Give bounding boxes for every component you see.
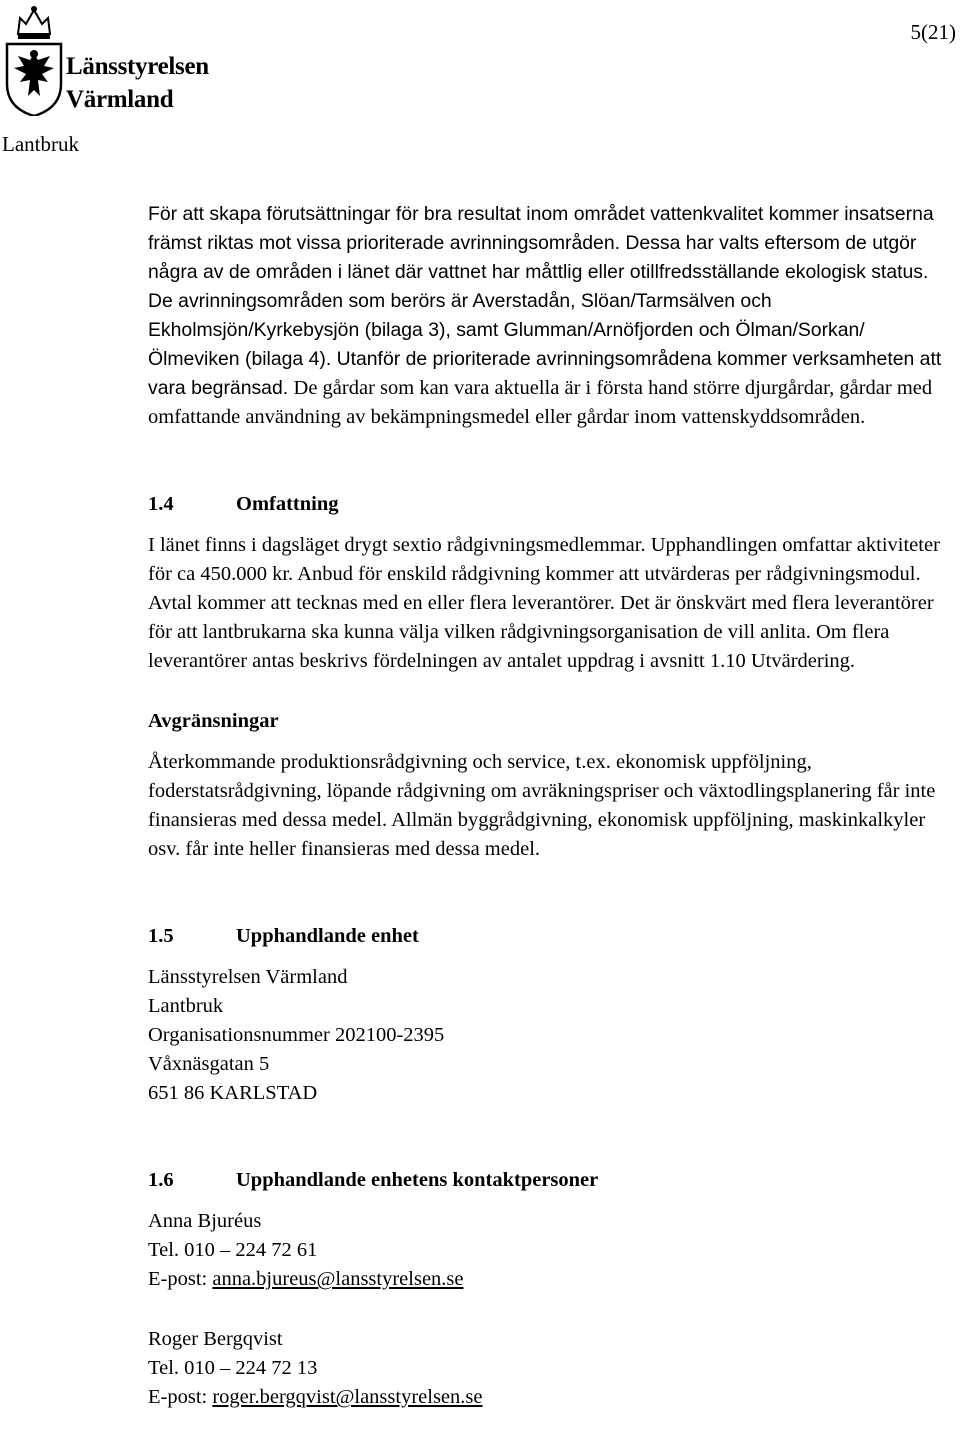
email-link[interactable]: anna.bjureus@lansstyrelsen.se <box>212 1268 464 1290</box>
section-1-4-heading <box>148 490 948 519</box>
contact-phone: Tel. 010 – 224 72 61 <box>148 1239 318 1261</box>
contact-name: Anna Bjuréus <box>148 1210 262 1232</box>
document-body <box>148 200 948 1412</box>
contact-name: Roger Bergqvist <box>148 1328 283 1350</box>
section-title: Upphandlande enhetens kontaktpersoner <box>236 1169 599 1191</box>
logo <box>4 4 64 116</box>
section-1-6-heading <box>148 1166 948 1195</box>
intro-text-b: De gårdar som kan vara aktuella är i första hand större djurgårdar, gårdar med omfattande användning av bekämpningsmedel eller gårdar inom vattenskyddsområden. <box>148 377 933 428</box>
section-number: 1.5 <box>148 925 174 947</box>
intro-text: För att skapa förutsättningar för bra resultat inom området vattenkvalitet kommer insatserna främst riktas mot vissa prioriterade avrinningsområden. Dessa har valts eftersom de utgör några av de områden i länet där vattnet har måttlig eller otillfredsställande ekologisk status. De avrinningsområden som berörs är Averstadån, Slöan/Tarmsälven och Ekholmsjön/Kyrkebysjön (bilaga 3), samt Glumman/Arnöfjorden och Ölman/Sorkan/Ölmeviken (bilaga 4). Utanför de prioriterade avrinningsområdena kommer verksamheten att vara begränsad. <box>148 203 942 399</box>
section-1-5-heading <box>148 922 948 951</box>
department-label: Lantbruk <box>2 132 79 156</box>
org-name-line1: Länsstyrelsen <box>66 53 209 80</box>
section-number: 1.4 <box>148 493 174 515</box>
contact-email-line <box>148 1265 948 1294</box>
org-name <box>66 50 209 116</box>
coat-of-arms-logo <box>4 4 64 116</box>
intro-paragraph <box>148 200 948 432</box>
section-title: Omfattning <box>236 493 339 515</box>
email-link[interactable]: roger.bergqvist@lansstyrelsen.se <box>212 1386 483 1408</box>
address-line: Länsstyrelsen Värmland <box>148 966 348 988</box>
contact-email-line <box>148 1383 948 1412</box>
section-number: 1.6 <box>148 1169 174 1191</box>
address-line: Lantbruk <box>148 995 224 1017</box>
address-line: Våxnäsgatan 5 <box>148 1053 270 1075</box>
contact-block <box>148 1325 948 1412</box>
avgransningar-body: Återkommande produktionsrådgivning och service, t.ex. ekonomisk uppföljning, foderstatsrådgivning, löpande rådgivning om avräkningspriser och växtodlingsplanering får inte finansieras med dessa medel. Allmän byggrådgivning, ekonomisk uppföljning, maskinkalkyler osv. får inte heller finansieras med dessa medel. <box>148 751 936 860</box>
org-name-line2: Värmland <box>66 86 174 113</box>
section-1-4-body: I länet finns i dagsläget drygt sextio rådgivningsmedlemmar. Upphandlingen omfattar aktiviteter för ca 450.000 kr. Anbud för enskild rådgivning kommer att utvärderas per rådgivningsmodul. Avtal kommer att tecknas med en eller flera leverantörer. Det är önskvärt med flera leverantörer för att lantbrukarna ska kunna välja vilken rådgivningsorganisation de vill anlita. Om flera leverantörer antas beskrivs fördelningen av antalet uppdrag i avsnitt 1.10 Utvärdering. <box>148 534 940 672</box>
address-line: Organisationsnummer 202100-2395 <box>148 1024 445 1046</box>
email-label: E-post: <box>148 1386 213 1408</box>
page-number: 5(21) <box>910 20 956 44</box>
contact-phone: Tel. 010 – 224 72 13 <box>148 1357 318 1379</box>
address-line: 651 86 KARLSTAD <box>148 1082 318 1104</box>
avgransningar-heading: Avgränsningar <box>148 710 279 732</box>
section-title: Upphandlande enhet <box>236 925 419 947</box>
email-label: E-post: <box>148 1268 213 1290</box>
contact-block <box>148 1207 948 1294</box>
